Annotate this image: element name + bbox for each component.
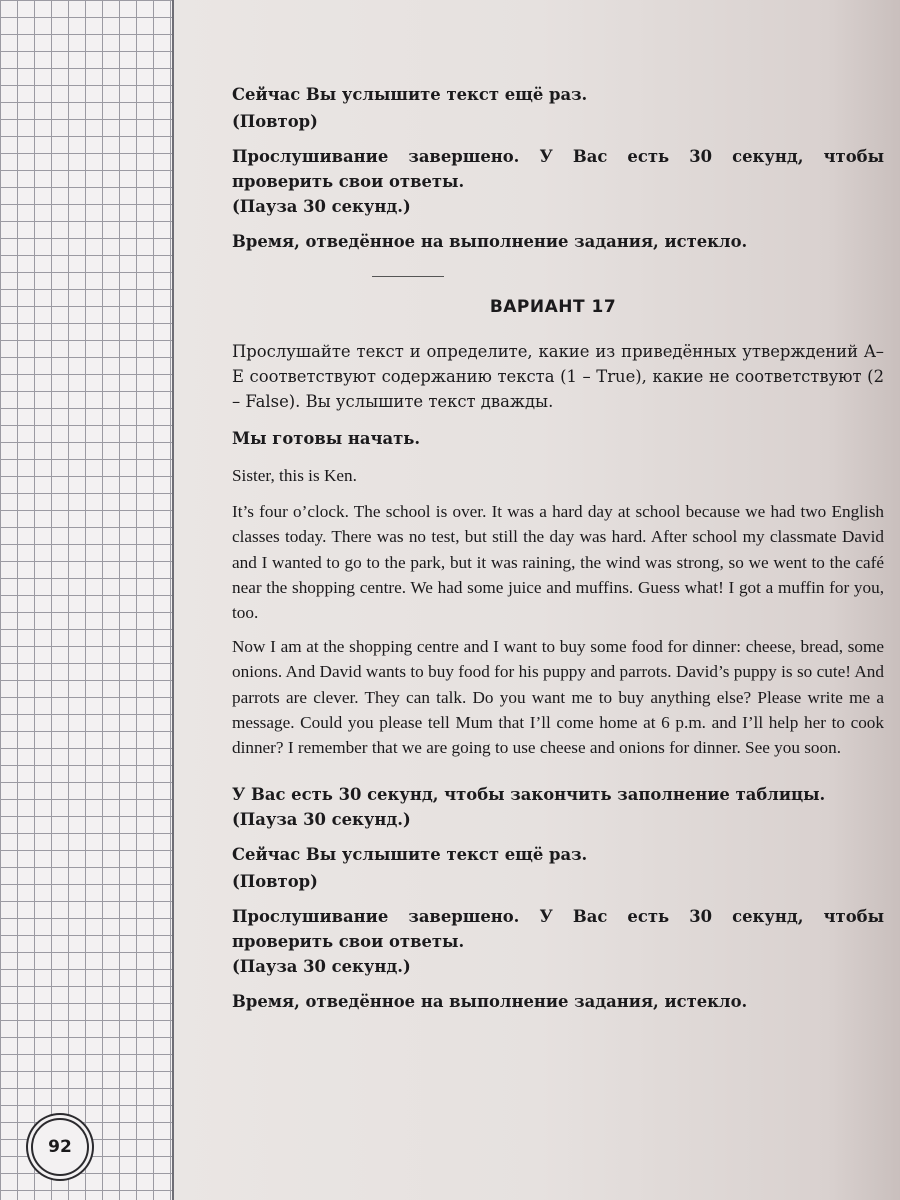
pause-1: (Пауза 30 секунд.) xyxy=(232,810,411,830)
listening-over-top: Прослушивание завершено. У Вас есть 30 секунд, чтобы проверить свои ответы. xyxy=(232,147,884,191)
ready-line: Мы готовы начать. xyxy=(232,429,421,448)
listening-over-bottom: Прослушивание завершено. У Вас есть 30 секунд, чтобы проверить свои ответы. xyxy=(232,907,884,952)
listen-again-bottom: Сейчас Вы услышите текст ещё раз. xyxy=(232,845,588,865)
page-number: 92 xyxy=(31,1118,89,1176)
listen-again-top: Сейчас Вы услышите текст ещё раз. xyxy=(232,85,588,104)
instructions: Прослушайте текст и определите, какие из приведённых утверждений A–E соответствуют содержанию текста (1 – True), какие не соответствуют (2 – False). Вы услышите текст дважды. xyxy=(232,342,884,411)
table-time: У Вас есть 30 секунд, чтобы закончить заполнение таблицы. xyxy=(232,785,826,805)
pause-top: (Пауза 30 секунд.) xyxy=(232,197,411,216)
divider xyxy=(372,276,444,277)
message-greeting: Sister, this is Ken. xyxy=(232,466,357,485)
page-content xyxy=(232,82,884,1014)
time-over-bottom: Время, отведённое на выполнение задания, истекло. xyxy=(232,992,748,1012)
repeat-bottom: (Повтор) xyxy=(232,872,318,892)
time-over-top: Время, отведённое на выполнение задания, истекло. xyxy=(232,232,748,251)
repeat-top: (Повтор) xyxy=(232,112,318,131)
message-paragraph-1: It’s four o’clock. The school is over. It was a hard day at school because we had two English classes today. There was no test, but still the day was hard. After school my classmate David and I wanted to go to the park, but it was raining, the wind was strong, so we went to the café near the shopping centre. We had some juice and muffins. Guess what! I got a muffin for you, too. xyxy=(232,502,884,623)
variant-title: ВАРИАНТ 17 xyxy=(489,297,617,317)
grid-margin xyxy=(0,0,174,1200)
message-paragraph-2: Now I am at the shopping centre and I want to buy some food for dinner: cheese, bread, some onions. And David wants to buy food for his puppy and parrots. David’s puppy is so cute! And parrots are clever. They can talk. Do you want me to buy anything else? Please write me a message. Could you please tell Mum that I’ll come home at 6 p.m. and I’ll help her to cook dinner? I remember that we are going to use cheese and onions for dinner. See you soon. xyxy=(232,637,884,758)
pause-2: (Пауза 30 секунд.) xyxy=(232,957,411,977)
